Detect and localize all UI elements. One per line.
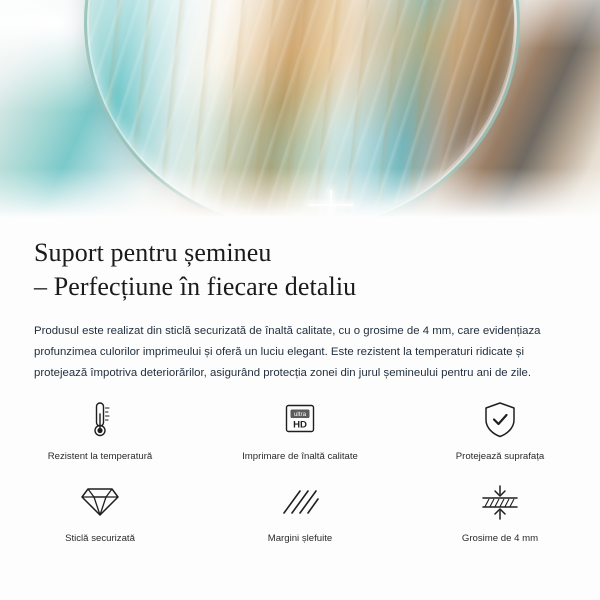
feature-label: Rezistent la temperatură <box>47 451 153 462</box>
svg-text:ultra: ultra <box>293 411 307 419</box>
feature-item-surface-protection <box>400 398 600 462</box>
feature-label: Protejează suprafața <box>455 451 545 462</box>
feature-label: Grosime de 4 mm <box>461 533 539 544</box>
feature-label: Imprimare de înaltă calitate <box>242 451 358 462</box>
page-title-line-1: Suport pentru șemineu <box>34 238 272 267</box>
feature-item-temperature <box>0 398 200 462</box>
svg-text:HD: HD <box>293 419 307 431</box>
feature-label: Sticlă securizată <box>65 533 135 544</box>
thickness-4mm-icon <box>479 480 521 524</box>
feature-grid <box>0 398 600 544</box>
feature-item-polished-edges <box>200 480 400 544</box>
shield-check-icon <box>482 398 518 442</box>
feature-item-print-quality <box>200 398 400 462</box>
description-paragraph: Produsul este realizat din sticlă securizată de înaltă calitate, cu o grosime de 4 mm, care evidențiaza profunzimea culorilor imprimeului și oferă un luciu elegant. Este rezistent la temperaturi ridicate și protejează împotriva deteriorărilor, asigurând protecția zonei din jurul șemineului pentru ani de zile. <box>34 324 541 379</box>
polished-edges-icon <box>280 480 320 524</box>
diamond-icon <box>79 480 121 524</box>
description-content <box>0 222 600 384</box>
thermometer-icon <box>85 398 115 442</box>
feature-item-thickness <box>400 480 600 544</box>
page-title <box>0 222 600 305</box>
product-hero-image <box>0 0 600 222</box>
hero-fade-overlay <box>0 168 600 222</box>
page-title-line-2: – Perfecțiune în fiecare detaliu <box>34 272 357 302</box>
ultra-hd-icon <box>280 398 320 442</box>
feature-item-tempered-glass <box>0 480 200 544</box>
feature-label: Margini șlefuite <box>267 533 333 544</box>
